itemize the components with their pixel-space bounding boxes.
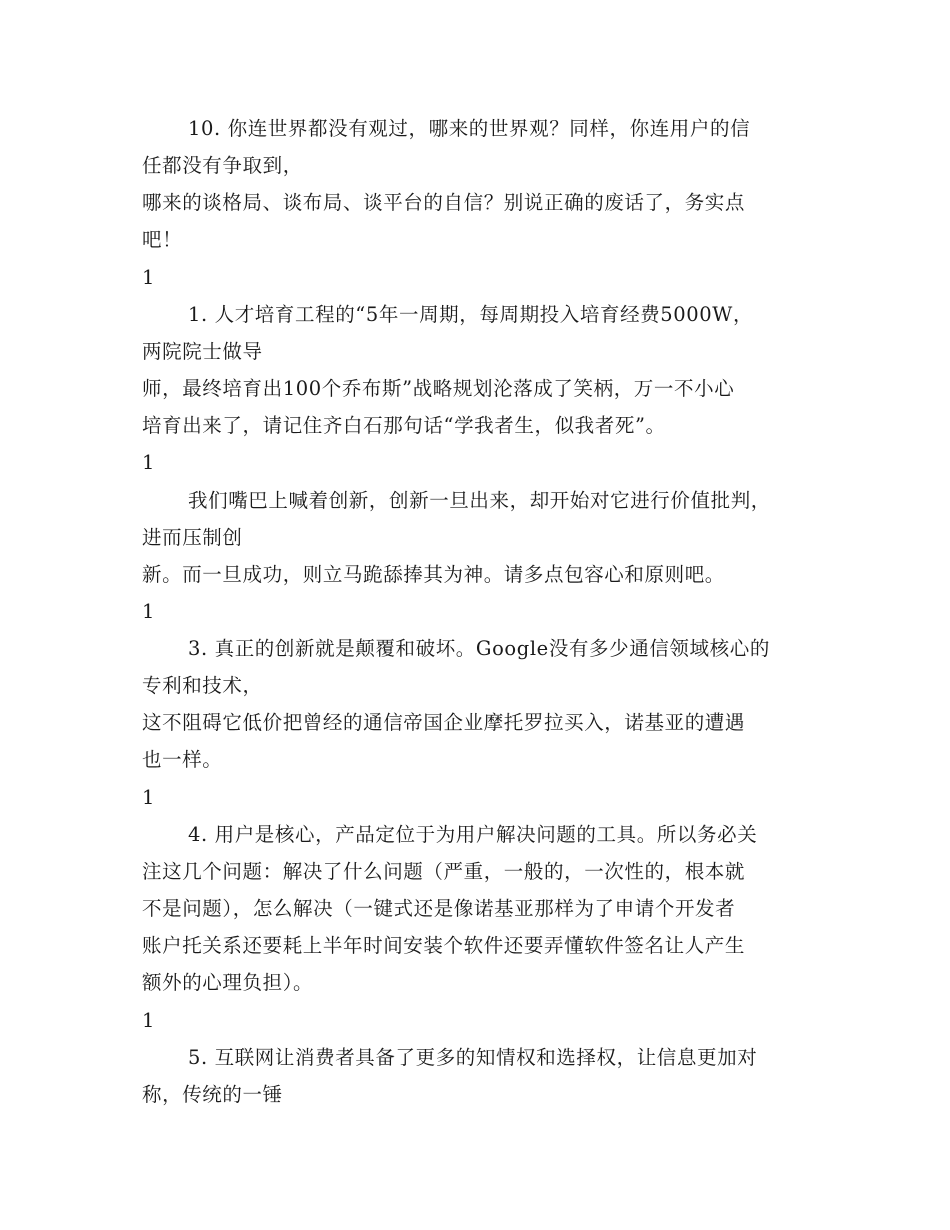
paragraph-3-line-2: 专利和技术， xyxy=(142,674,263,697)
paragraph-3-line-1: 3. 真正的创新就是颠覆和破坏。Google没有多少通信领域核心的 xyxy=(188,637,770,660)
paragraph-5-line-2: 称，传统的一锤 xyxy=(142,1083,283,1106)
marker-4: 1 xyxy=(142,786,156,809)
paragraph-innovation-line-1: 我们嘴巴上喊着创新，创新一旦出来，却开始对它进行价值批判， xyxy=(188,489,771,512)
marker-1: 1 xyxy=(142,266,156,289)
paragraph-1-line-2: 两院院士做导 xyxy=(142,340,263,363)
paragraph-4-line-4: 账户托关系还要耗上半年时间安装个软件还要弄懂软件签名让人产生 xyxy=(142,934,746,957)
paragraph-10-line-2: 任都没有争取到， xyxy=(142,154,303,177)
paragraph-1-line-4: 培育出来了，请记住齐白石那句话“学我者生，似我者死”。 xyxy=(142,414,666,437)
paragraph-5-line-1: 5. 互联网让消费者具备了更多的知情权和选择权，让信息更加对 xyxy=(188,1046,758,1069)
paragraph-3-line-4: 也一样。 xyxy=(142,748,223,771)
paragraph-10-line-3: 哪来的谈格局、谈布局、谈平台的自信？别说正确的废话了，务实点 xyxy=(142,191,746,214)
paragraph-1-line-1: 1. 人才培育工程的“5年一周期，每周期投入培育经费5000W， xyxy=(188,303,754,326)
paragraph-10-line-4: 吧！ xyxy=(142,228,183,251)
paragraph-4-line-1: 4. 用户是核心，产品定位于为用户解决问题的工具。所以务必关 xyxy=(188,823,758,846)
paragraph-1-line-3: 师，最终培育出100个乔布斯”战略规划沦落成了笑柄，万一不小心 xyxy=(142,377,735,400)
paragraph-10-line-1: 10. 你连世界都没有观过，哪来的世界观？同样，你连用户的信 xyxy=(188,117,751,140)
paragraph-4-line-5: 额外的心理负担）。 xyxy=(142,971,314,994)
paragraph-innovation-line-3: 新。而一旦成功，则立马跪舔捧其为神。请多点包容心和原则吧。 xyxy=(142,563,725,586)
marker-5: 1 xyxy=(142,1009,156,1032)
marker-3: 1 xyxy=(142,600,156,623)
paragraph-4-line-2: 注这几个问题：解决了什么问题（严重，一般的，一次性的，根本就 xyxy=(142,860,746,883)
paragraph-3-line-3: 这不阻碍它低价把曾经的通信帝国企业摩托罗拉买入，诺基亚的遭遇 xyxy=(142,711,746,734)
paragraph-4-line-3: 不是问题），怎么解决（一键式还是像诺基亚那样为了申请个开发者 xyxy=(142,897,736,920)
paragraph-innovation-line-2: 进而压制创 xyxy=(142,526,243,549)
marker-2: 1 xyxy=(142,451,156,474)
